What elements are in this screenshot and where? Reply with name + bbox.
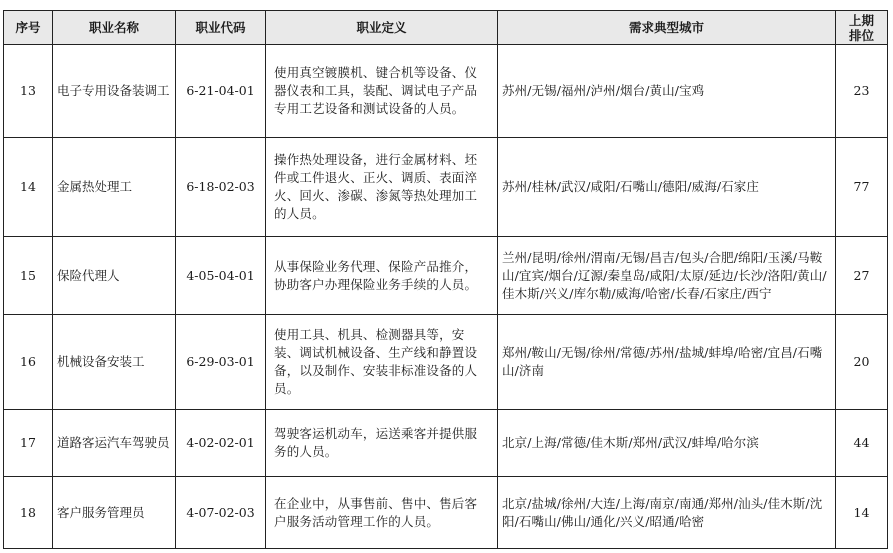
table-row <box>4 410 888 477</box>
cell-cities: 北京/盐城/徐州/大连/上海/南京/南通/郑州/汕头/佳木斯/沈阳/石嘴山/佛山/通化/兴义/昭通/哈密 <box>498 477 836 549</box>
cell-name: 机械设备安装工 <box>53 315 176 410</box>
header-rank-line2: 排位 <box>848 27 874 43</box>
cell-rank: 14 <box>836 477 888 549</box>
cell-code: 6-29-03-01 <box>176 315 266 410</box>
cell-code: 4-07-02-03 <box>176 477 266 549</box>
cell-seq: 15 <box>4 237 53 315</box>
cell-cities: 北京/上海/常德/佳木斯/郑州/武汉/蚌埠/哈尔滨 <box>498 410 836 477</box>
table-row <box>4 315 888 410</box>
table-row <box>4 45 888 138</box>
cell-name: 道路客运汽车驾驶员 <box>53 410 176 477</box>
cell-seq: 16 <box>4 315 53 410</box>
cell-seq: 14 <box>4 138 53 237</box>
cell-rank: 27 <box>836 237 888 315</box>
table-row <box>4 477 888 549</box>
cell-cities: 苏州/无锡/福州/泸州/烟台/黄山/宝鸡 <box>498 45 836 138</box>
cell-definition: 从事保险业务代理、保险产品推介，协助客户办理保险业务手续的人员。 <box>266 237 498 315</box>
header-definition: 职业定义 <box>266 11 498 45</box>
cell-seq: 18 <box>4 477 53 549</box>
header-name: 职业名称 <box>53 11 176 45</box>
cell-rank: 77 <box>836 138 888 237</box>
header-rank <box>836 11 888 45</box>
header-seq: 序号 <box>4 11 53 45</box>
cell-code: 4-02-02-01 <box>176 410 266 477</box>
cell-code: 6-18-02-03 <box>176 138 266 237</box>
cell-definition: 驾驶客运机动车，运送乘客并提供服务的人员。 <box>266 410 498 477</box>
table-header-row <box>4 11 888 45</box>
cell-definition: 操作热处理设备，进行金属材料、坯件或工件退火、正火、调质、表面淬火、回火、渗碳、渗氮等热处理加工的人员。 <box>266 138 498 237</box>
table-container <box>3 10 888 549</box>
cell-seq: 13 <box>4 45 53 138</box>
occupation-demand-table <box>3 10 888 549</box>
cell-cities: 兰州/昆明/徐州/渭南/无锡/昌吉/包头/合肥/绵阳/玉溪/马鞍山/宜宾/烟台/辽源/秦皇岛/咸阳/太原/延边/长沙/洛阳/黄山/佳木斯/兴义/库尔勒/威海/哈密/长春/石家庄/西宁 <box>498 237 836 315</box>
table-row <box>4 237 888 315</box>
cell-name: 金属热处理工 <box>53 138 176 237</box>
cell-definition: 使用工具、机具、检测器具等，安装、调试机械设备、生产线和静置设备，以及制作、安装非标准设备的人员。 <box>266 315 498 410</box>
cell-rank: 44 <box>836 410 888 477</box>
cell-code: 6-21-04-01 <box>176 45 266 138</box>
cell-name: 保险代理人 <box>53 237 176 315</box>
header-rank-line1: 上期 <box>848 12 874 28</box>
cell-rank: 20 <box>836 315 888 410</box>
cell-name: 客户服务管理员 <box>53 477 176 549</box>
cell-name: 电子专用设备装调工 <box>53 45 176 138</box>
cell-code: 4-05-04-01 <box>176 237 266 315</box>
cell-seq: 17 <box>4 410 53 477</box>
cell-definition: 在企业中，从事售前、售中、售后客户服务活动管理工作的人员。 <box>266 477 498 549</box>
header-cities: 需求典型城市 <box>498 11 836 45</box>
header-code: 职业代码 <box>176 11 266 45</box>
cell-definition: 使用真空镀膜机、键合机等设备、仪器仪表和工具，装配、调试电子产品专用工艺设备和测试设备的人员。 <box>266 45 498 138</box>
cell-cities: 郑州/鞍山/无锡/徐州/常德/苏州/盐城/蚌埠/哈密/宜昌/石嘴山/济南 <box>498 315 836 410</box>
cell-cities: 苏州/桂林/武汉/咸阳/石嘴山/德阳/威海/石家庄 <box>498 138 836 237</box>
table-row <box>4 138 888 237</box>
cell-rank: 23 <box>836 45 888 138</box>
